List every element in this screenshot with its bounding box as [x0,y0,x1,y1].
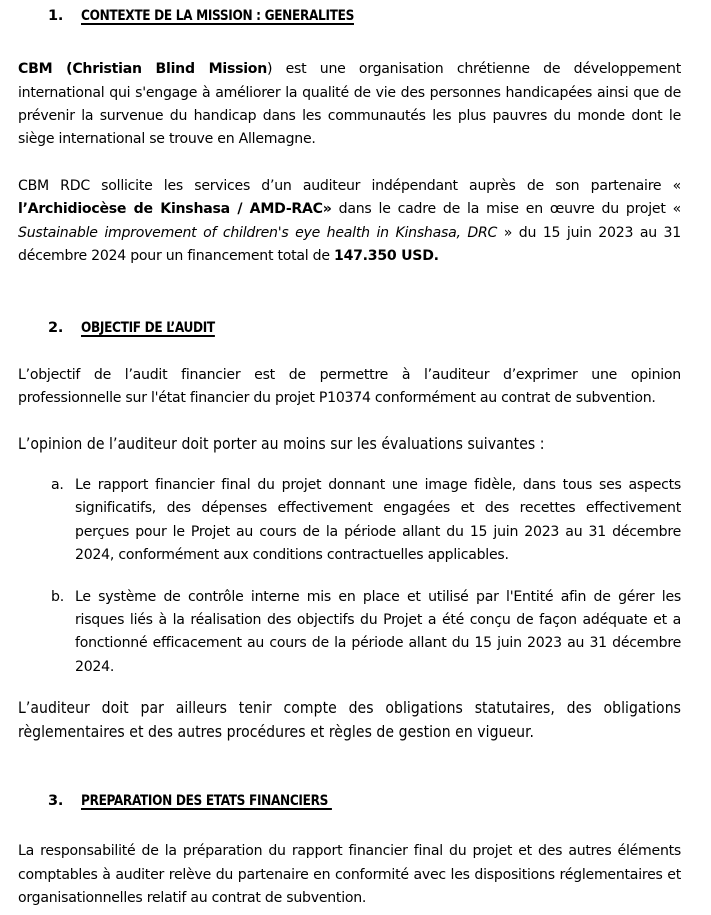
mission-part-2: dans le cadre de la mise en œuvre du projet « [331,201,681,218]
section-number-3: 3. [48,792,64,809]
list-marker-a: a. [51,476,64,493]
spacer-before-heading-2 [0,268,711,321]
mission-partner-name: l’Archidiocèse de Kinshasa / AMD-RAC» [18,201,332,218]
mission-project-title: Sustainable improvement of children's eye health in Kinshasa, DRC [18,224,498,241]
spacer-after-heading-2 [0,337,711,364]
paragraph-mission [18,175,681,269]
list-text-a: Le rapport financier final du projet donnant une image fidèle, dans tous ses aspects significatifs, des dépenses effectivement engagées et des recettes effectivement perçues pour le Projet au cours de la période allant du 15 juin 2023 au 31 décembre 2024, conformément aux conditions contractuelles applicables. [75,476,681,564]
mission-funding-amount: 147.350 USD. [334,248,439,265]
paragraph-cbm-intro [18,58,681,152]
paragraph-responsabilite: La responsabilité de la préparation du rapport financier final du projet et des autres éléments comptables à auditer relève du partenaire en conformité avec les dispositions réglementaires et organisationnelles relatif au contrat de subvention. [18,843,681,906]
section-number-1: 1. [48,8,64,24]
spacer-paragraphs-1 [0,152,711,175]
cbm-intro-rest: ) est une organisation chrétienne de développement international qui s'engage à améliorer la qualité de vie des personnes handicapées ainsi que de prévenir la survenue du handicap dans les communautés les plus pauvres du monde dont le siège international se trouve en Allemagne. [18,61,681,148]
section-title-1: CONTEXTE DE LA MISSION : GENERALITES [81,8,354,24]
list-marker-b: b. [51,588,64,605]
section-heading-3 [0,794,711,809]
list-item [51,474,681,568]
mission-part-3: » du 15 juin 2023 au 31 décembre 2024 pour un financement total de [18,224,681,265]
paragraph-objectif: L’objectif de l’audit financier est de permettre à l’auditeur d’exprimer une opinion professionnelle sur l'état financier du projet P10374 conformément au contrat de subvention. [18,366,681,407]
spacer-before-list [0,456,711,474]
spacer-before-opinion [0,411,711,433]
mission-part-1: CBM RDC sollicite les services d’un auditeur indépendant auprès de son partenaire « [18,177,681,194]
section-number-2: 2. [48,320,64,337]
paragraph-opinion-lead: L’opinion de l’auditeur doit porter au moins sur les évaluations suivantes : [18,434,545,453]
list-text-b: Le système de contrôle interne mis en place et utilisé par l'Entité afin de gérer les risques liés à la réalisation des objectifs du Projet a été conçu de façon adéquate et a fonctionné efficacement au cours de la période allant du 15 juin 2023 au 31 décembre 2024. [75,588,681,675]
evaluation-list [0,474,711,679]
spacer-after-list [0,679,711,697]
spacer-before-heading-3 [0,744,711,794]
section-heading-2 [0,321,711,336]
spacer-after-heading-3 [0,809,711,840]
section-title-3: PREPARATION DES ETATS FINANCIERS [81,792,332,809]
section-heading-1 [0,9,711,24]
section-title-2: OBJECTIF DE L’AUDIT [81,320,215,337]
paragraph-auditeur-obligations: L’auditeur doit par ailleurs tenir compte des obligations statutaires, des obligations règlementaires et des autres procédures et règles de gestion en vigueur. [18,699,681,741]
list-item [51,586,681,680]
cbm-bold-lead: CBM (Christian Blind Mission [18,61,268,78]
spacer-after-heading-1 [0,24,711,58]
